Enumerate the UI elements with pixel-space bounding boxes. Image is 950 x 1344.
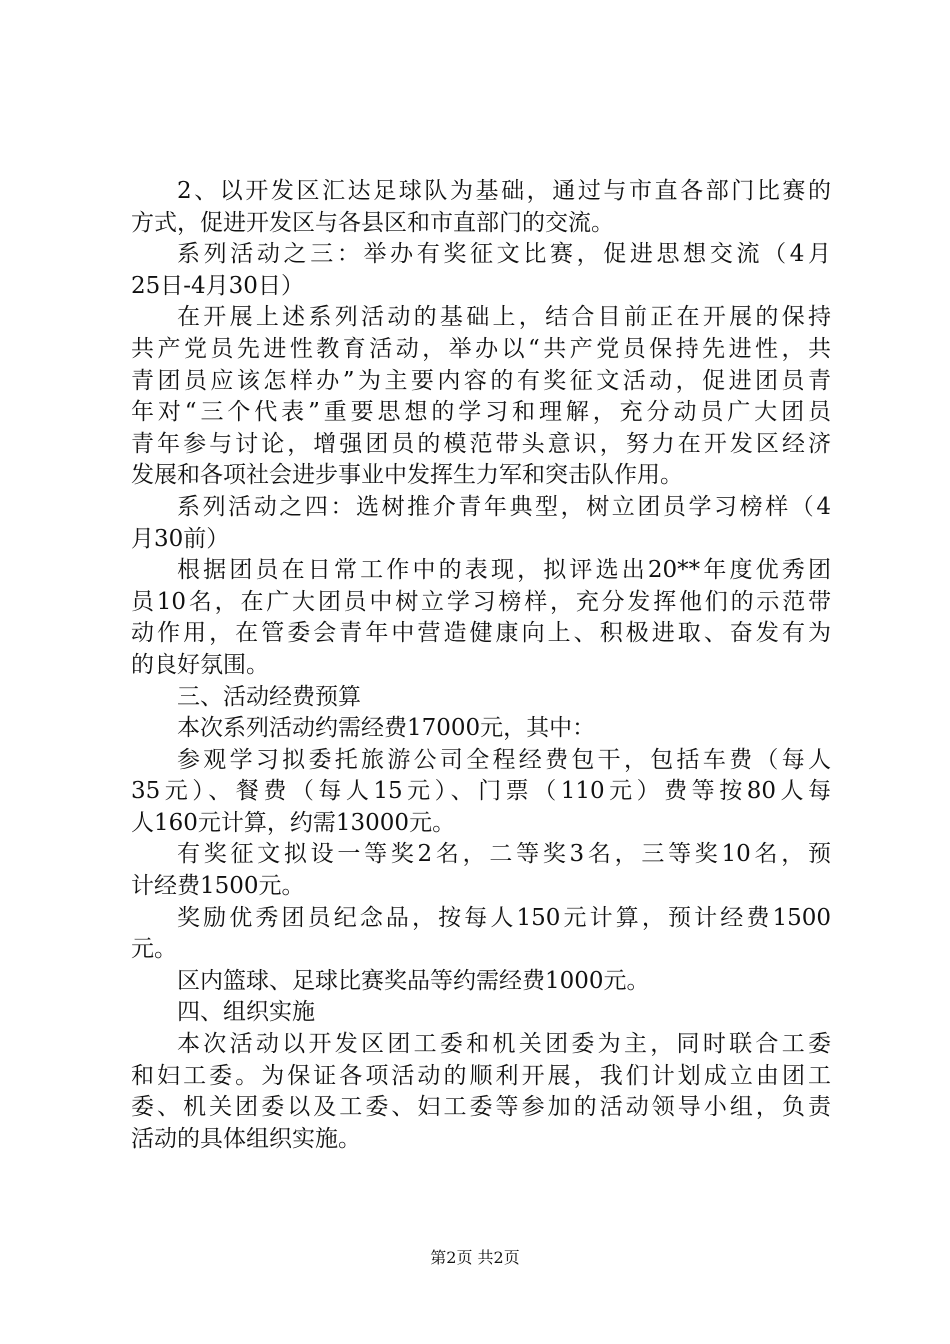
- paragraph-line: 有奖征文拟设一等奖2名，二等奖3名，三等奖10名，预: [177, 841, 831, 868]
- paragraph-line: 青团员应该怎样办”为主要内容的有奖征文活动，促进团员青: [131, 367, 831, 394]
- paragraph-line: 参观学习拟委托旅游公司全程经费包干，包括车费（每人: [177, 746, 831, 773]
- paragraph-line: 发展和各项社会进步事业中发挥生力军和突击队作用。: [131, 462, 683, 489]
- paragraph-line: 在开展上述系列活动的基础上，结合目前正在开展的保持: [177, 304, 831, 331]
- paragraph-line: 奖励优秀团员纪念品，按每人150元计算，预计经费1500: [177, 904, 831, 931]
- section-heading-line: 月30前）: [131, 525, 230, 552]
- section-heading-line: 系列活动之四：选树推介青年典型，树立团员学习榜样（4: [177, 493, 831, 520]
- paragraph-line: 根据团员在日常工作中的表现，拟评选出20**年度优秀团: [177, 557, 831, 584]
- paragraph-line: 员10名，在广大团员中树立学习榜样，充分发挥他们的示范带: [131, 588, 831, 615]
- page-footer-indicator: 第2页 共2页: [430, 1248, 520, 1267]
- paragraph-line: 人160元计算，约需13000元。: [131, 809, 456, 836]
- paragraph-line: 方式，促进开发区与各县区和市直部门的交流。: [131, 209, 614, 236]
- paragraph-line: 本次活动以开发区团工委和机关团委为主，同时联合工委: [177, 1031, 831, 1058]
- paragraph-line: 元。: [131, 936, 177, 963]
- section-heading-line: 系列活动之三：举办有奖征文比赛，促进思想交流（4月: [177, 241, 831, 268]
- paragraph-line: 区内篮球、足球比赛奖品等约需经费1000元。: [177, 967, 650, 994]
- paragraph-line: 计经费1500元。: [131, 873, 305, 900]
- paragraph-line: 本次系列活动约需经费17000元，其中：: [177, 715, 596, 742]
- document-body: [131, 176, 831, 1155]
- paragraph-line: 的良好氛围。: [131, 651, 269, 678]
- paragraph-line: 共产党员先进性教育活动，举办以“共产党员保持先进性，共: [131, 335, 831, 362]
- paragraph-line: 2、以开发区汇达足球队为基础，通过与市直各部门比赛的: [177, 178, 831, 204]
- section-heading-line: 三、活动经费预算: [177, 683, 361, 710]
- paragraph-line: 年对“三个代表”重要思想的学习和理解，充分动员广大团员: [131, 399, 831, 426]
- paragraph-line: 动作用，在管委会青年中营造健康向上、积极进取、奋发有为: [131, 620, 831, 647]
- paragraph-line: 青年参与讨论，增强团员的模范带头意识，努力在开发区经济: [131, 430, 831, 457]
- section-heading-line: 25日-4月30日）: [131, 272, 304, 299]
- paragraph-line: 委、机关团委以及工委、妇工委等参加的活动领导小组，负责: [131, 1094, 831, 1121]
- section-heading-line: 四、组织实施: [177, 999, 315, 1026]
- paragraph-line: 35元）、餐费（每人15元）、门票（110元）费等按80人每: [131, 778, 831, 805]
- paragraph-line: 和妇工委。为保证各项活动的顺利开展，我们计划成立由团工: [131, 1062, 831, 1089]
- paragraph-line: 活动的具体组织实施。: [131, 1125, 361, 1152]
